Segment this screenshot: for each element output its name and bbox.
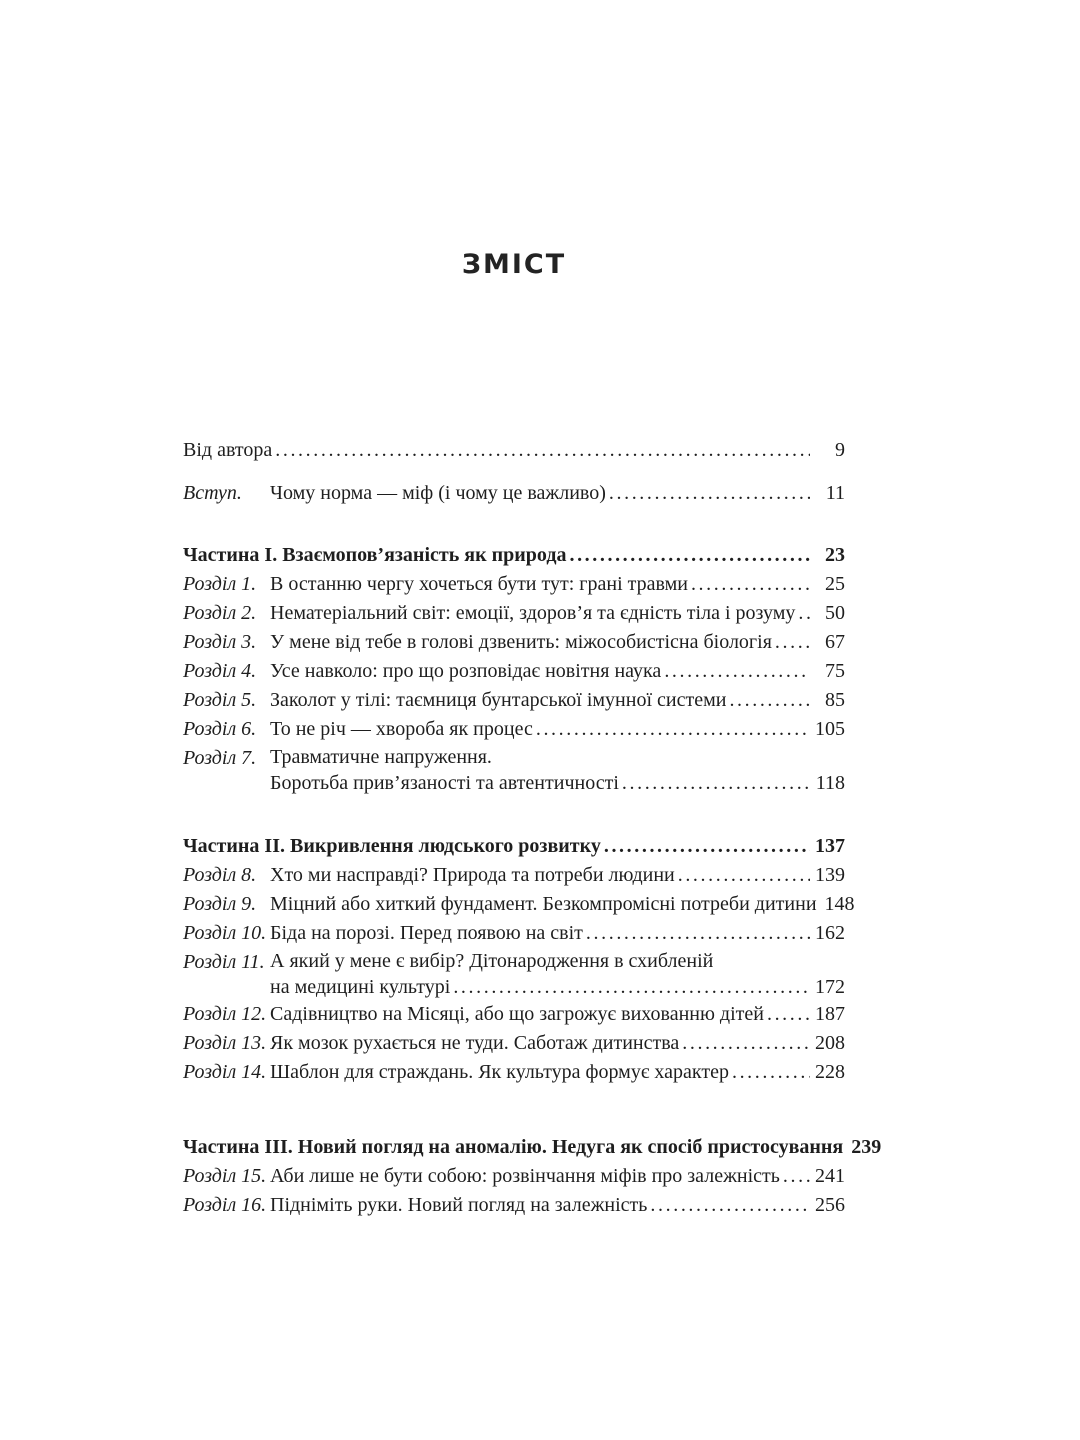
chapter-title: Заколот у тілі: таємниця бунтарської імунної системи	[270, 689, 727, 711]
chapter-label: Розділ 1.	[183, 573, 257, 595]
page-number: 118	[815, 772, 845, 794]
chapter-title: Біда на порозі. Перед появою на світ	[270, 922, 583, 944]
dot-leader	[767, 1000, 810, 1029]
chapter-entry	[183, 890, 855, 919]
dot-leader	[604, 832, 810, 861]
chapter-entry	[183, 919, 845, 948]
chapter-title-continued-row	[270, 974, 845, 1000]
chapter-entry	[183, 570, 845, 599]
page-number: 25	[825, 573, 845, 595]
dot-leader	[798, 599, 810, 628]
chapter-entry	[183, 744, 845, 796]
dot-leader	[691, 570, 810, 599]
chapter-title: А який у мене є вибір? Дітонародження в схибленій	[270, 950, 714, 972]
chapter-label: Розділ 7.	[183, 747, 257, 769]
chapter-label: Розділ 16.	[183, 1194, 267, 1216]
chapter-title-continued-row	[270, 770, 845, 796]
page-number: 256	[815, 1194, 845, 1216]
chapter-entry	[183, 861, 845, 890]
chapter-title: Усе навколо: про що розповідає новітня наука	[270, 660, 662, 682]
toc-entry-title: Від автора	[183, 439, 273, 461]
dot-leader	[453, 974, 810, 1000]
page-number: 85	[825, 689, 845, 711]
part-heading-title: Частина I. Взаємопов’язаність як природа	[183, 544, 567, 566]
page-number: 9	[835, 439, 845, 461]
dot-leader	[729, 686, 810, 715]
chapter-title: В останню чергу хочеться бути тут: грані травми	[270, 573, 688, 595]
chapter-title: Нематеріальний світ: емоції, здоров’я та єдність тіла і розуму	[270, 602, 796, 624]
chapter-entry	[183, 1058, 845, 1087]
toc-list	[183, 436, 882, 1220]
chapter-entry	[183, 686, 845, 715]
chapter-label: Розділ 14.	[183, 1061, 267, 1083]
part-heading	[183, 541, 845, 570]
page-number: 228	[815, 1061, 845, 1083]
chapter-title: Аби лише не бути собою: розвінчання міфів про залежність	[270, 1165, 780, 1187]
chapter-label: Розділ 12.	[183, 1003, 267, 1025]
page-number: 50	[825, 602, 845, 624]
toc-entry-author-note	[183, 436, 845, 465]
chapter-entry	[183, 715, 845, 744]
part-heading	[183, 1133, 882, 1162]
chapter-title: Хто ми насправді? Природа та потреби людини	[270, 864, 675, 886]
dot-leader	[732, 1058, 810, 1087]
chapter-label: Розділ 3.	[183, 631, 257, 653]
chapter-label: Розділ 5.	[183, 689, 257, 711]
chapter-title: Підніміть руки. Новий погляд на залежність	[270, 1194, 648, 1216]
chapter-title: То не річ — хвороба як процес	[270, 718, 533, 740]
part-heading	[183, 832, 845, 861]
dot-leader	[536, 715, 810, 744]
page-number: 239	[851, 1136, 882, 1158]
chapter-label: Розділ 13.	[183, 1032, 267, 1054]
page-number: 67	[825, 631, 845, 653]
page-number: 241	[815, 1165, 845, 1187]
dot-leader	[622, 770, 810, 796]
page-number: 162	[815, 922, 845, 944]
chapter-entry	[183, 1029, 845, 1058]
page-number: 208	[815, 1032, 845, 1054]
chapter-label: Розділ 8.	[183, 864, 257, 886]
chapter-entry	[183, 948, 845, 1000]
chapter-title-continued: на медицині культурі	[270, 976, 451, 998]
chapter-title: Шаблон для страждань. Як культура формує характер	[270, 1061, 729, 1083]
dot-leader	[650, 1191, 810, 1220]
page-number: 172	[815, 976, 845, 998]
chapter-title: Як мозок рухається не туди. Саботаж дитинства	[270, 1032, 680, 1054]
chapter-entry	[183, 1000, 845, 1029]
page-number: 187	[815, 1003, 845, 1025]
page-number: 23	[825, 544, 845, 566]
toc-entry-title: Чому норма — міф (і чому це важливо)	[270, 482, 606, 504]
page-number: 105	[815, 718, 845, 740]
chapter-label: Розділ 2.	[183, 602, 257, 624]
page-number: 75	[825, 660, 845, 682]
chapter-label: Розділ 6.	[183, 718, 257, 740]
dot-leader	[586, 919, 810, 948]
dot-leader	[783, 1162, 810, 1191]
part-heading-title: Частина II. Викривлення людського розвитку	[183, 835, 601, 857]
chapter-label: Розділ 15.	[183, 1165, 267, 1187]
chapter-entry	[183, 1191, 845, 1220]
dot-leader	[682, 1029, 810, 1058]
page-number: 139	[815, 864, 845, 886]
chapter-entry	[183, 657, 845, 686]
chapter-title: Міцний або хиткий фундамент. Безкомпромісні потреби дитини	[270, 893, 817, 915]
chapter-title: Травматичне напруження.	[270, 746, 492, 768]
chapter-label: Розділ 11.	[183, 951, 265, 973]
dot-leader	[275, 436, 810, 465]
chapter-title: У мене від тебе в голові дзвенить: міжособистісна біологія	[270, 631, 772, 653]
page-number: 137	[815, 835, 845, 857]
chapter-label: Розділ 9.	[183, 893, 257, 915]
part-heading-title: Частина III. Новий погляд на аномалію. Недуга як спосіб пристосування	[183, 1136, 844, 1158]
chapter-label: Розділ 10.	[183, 922, 267, 944]
page-title: ЗМІСТ	[461, 249, 567, 280]
chapter-entry	[183, 628, 845, 657]
toc-entry-intro	[183, 479, 845, 508]
chapter-title-continued: Боротьба прив’язаності та автентичності	[270, 772, 619, 794]
dot-leader	[664, 657, 810, 686]
chapter-label: Розділ 4.	[183, 660, 257, 682]
page-number: 148	[824, 893, 855, 915]
page-number: 11	[825, 482, 845, 504]
dot-leader	[775, 628, 810, 657]
chapter-title-block	[270, 948, 845, 1000]
chapter-title-block	[270, 744, 845, 796]
chapter-entry	[183, 599, 845, 628]
chapter-entry	[183, 1162, 845, 1191]
dot-leader	[609, 479, 810, 508]
chapter-title: Садівництво на Місяці, або що загрожує вихованню дітей	[270, 1003, 764, 1025]
dot-leader	[569, 541, 810, 570]
chapter-label: Вступ.	[183, 482, 242, 504]
dot-leader	[678, 861, 810, 890]
